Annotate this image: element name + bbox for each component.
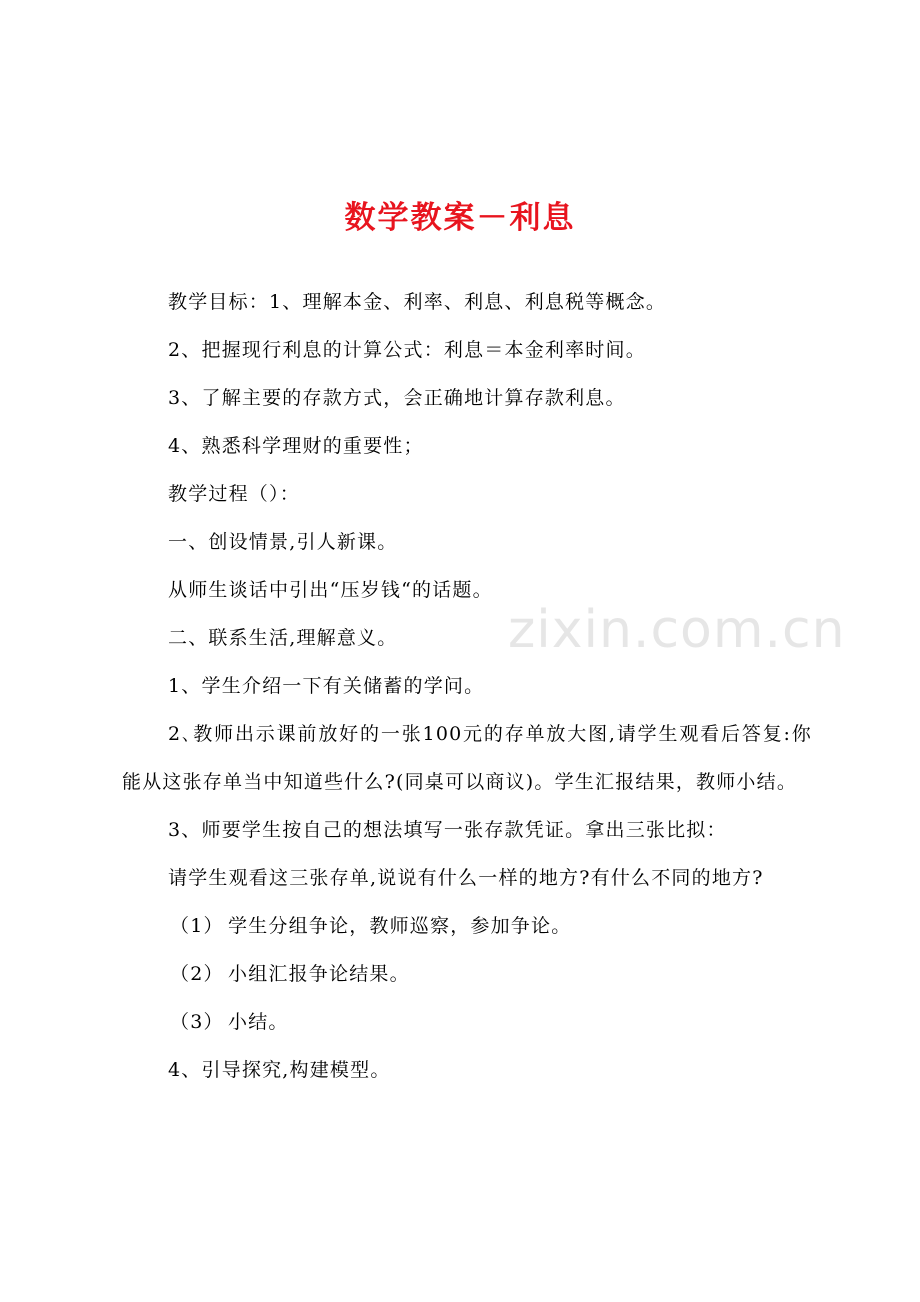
- paragraph-section-1: 一、创设情景,引人新课。: [168, 531, 398, 553]
- paragraph-objective-4: 4、熟悉科学理财的重要性；: [168, 435, 424, 457]
- paragraph-step-1: 1、学生介绍一下有关储蓄的学问。: [168, 675, 485, 697]
- sub-item: [122, 998, 812, 1046]
- paragraph-step-2: 2､教师出示课前放好的一张100元的存单放大图,请学生观看后答复:你能从这张存单当中知道些什么?(同桌可以商议)。学生汇报结果，教师小结。: [122, 723, 812, 793]
- paragraph-section-2: 二、联系生活,理解意义。: [168, 627, 398, 649]
- sub-item: [122, 950, 812, 998]
- sub-item-number: （3）: [170, 1011, 224, 1033]
- paragraph-objective-3: 3、了解主要的存款方式，会正确地计算存款利息。: [168, 387, 626, 409]
- sub-item-text: 学生分组争论，教师巡察，参加争论。: [228, 915, 572, 937]
- sub-item-number: （2）: [170, 963, 224, 985]
- paragraph-step-3-body: 请学生观看这三张存单,说说有什么一样的地方?有什么不同的地方?: [168, 867, 764, 889]
- paragraph-objective-2: 2、把握现行利息的计算公式：利息＝本金利率时间。: [168, 339, 646, 361]
- paragraph-objective-1: 教学目标：1、理解本金、利率、利息、利息税等概念。: [168, 291, 667, 313]
- paragraph-step-4: 4、引导探究,构建模型。: [168, 1059, 391, 1081]
- paragraph-step-3: 3、师要学生按自己的想法填写一张存款凭证。拿出三张比拟：: [168, 819, 727, 841]
- sub-item-number: （1）: [170, 915, 224, 937]
- sub-item-text: 小结。: [228, 1011, 289, 1033]
- document-body: [122, 278, 812, 1094]
- sub-item-text: 小组汇报争论结果。: [228, 963, 410, 985]
- paragraph-process-heading: 教学过程（）：: [168, 483, 300, 505]
- document-title: 数学教案－利息: [344, 200, 576, 236]
- sub-item: [122, 902, 812, 950]
- watermark: zixin.com.cn: [508, 600, 846, 660]
- paragraph-section-1-body: 从师生谈话中引出“压岁钱“的话题。: [168, 579, 493, 601]
